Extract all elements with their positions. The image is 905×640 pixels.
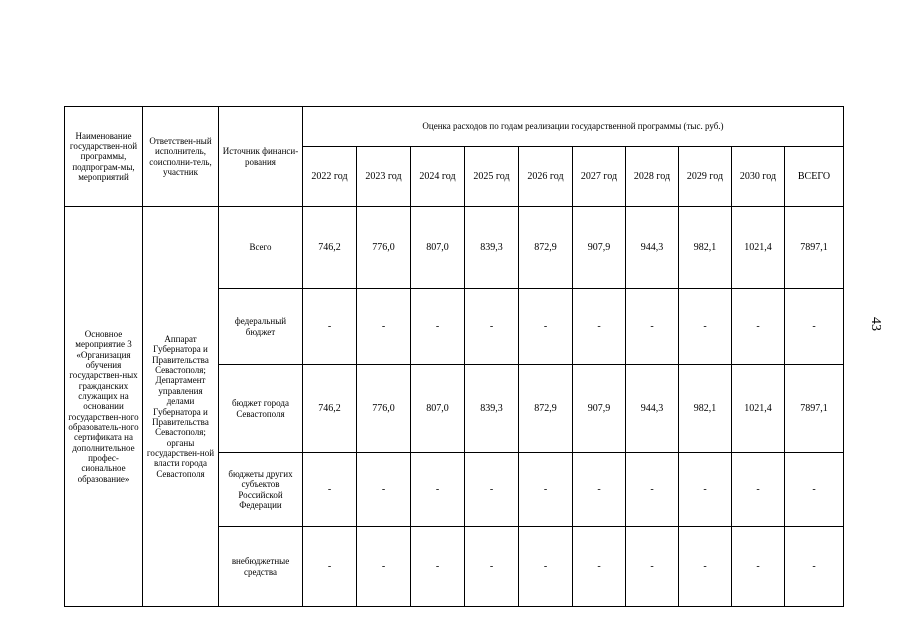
value-cell: -	[411, 527, 465, 607]
value-cell: 944,3	[626, 207, 679, 289]
source-cell: федеральный бюджет	[219, 289, 303, 365]
value-cell: 776,0	[357, 207, 411, 289]
year-2027: 2027 год	[573, 147, 626, 207]
source-cell: внебюджетные средства	[219, 527, 303, 607]
value-cell: -	[519, 453, 573, 527]
value-cell: 907,9	[573, 365, 626, 453]
value-cell: -	[732, 527, 785, 607]
value-cell: 746,2	[303, 207, 357, 289]
year-2024: 2024 год	[411, 147, 465, 207]
value-cell: -	[303, 527, 357, 607]
value-cell: -	[357, 453, 411, 527]
header-responsible: Ответствен-ный исполнитель, соисполни-тель, участник	[143, 107, 219, 207]
year-2030: 2030 год	[732, 147, 785, 207]
value-cell: -	[573, 527, 626, 607]
year-2026: 2026 год	[519, 147, 573, 207]
value-cell: 839,3	[465, 207, 519, 289]
header-source: Источник финанси-рования	[219, 107, 303, 207]
value-cell: -	[626, 289, 679, 365]
value-cell: -	[679, 527, 732, 607]
page-number: 43	[868, 317, 883, 331]
value-cell: -	[465, 453, 519, 527]
value-cell: 944,3	[626, 365, 679, 453]
value-cell: -	[785, 453, 844, 527]
year-2029: 2029 год	[679, 147, 732, 207]
value-cell: -	[303, 289, 357, 365]
source-cell: бюджет города Севастополя	[219, 365, 303, 453]
source-cell: бюджеты других субъектов Российской Федерации	[219, 453, 303, 527]
value-cell: -	[785, 527, 844, 607]
value-cell: -	[303, 453, 357, 527]
value-cell: 807,0	[411, 207, 465, 289]
header-estimate-title: Оценка расходов по годам реализации государственной программы (тыс. руб.)	[303, 107, 844, 147]
value-cell: -	[411, 289, 465, 365]
value-cell: -	[626, 453, 679, 527]
value-cell: -	[732, 453, 785, 527]
source-cell: Всего	[219, 207, 303, 289]
value-cell: -	[519, 289, 573, 365]
activity-responsible: Аппарат Губернатора и Правительства Севастополя; Департамент управления делами Губернатора и Правительства Севастополя; органы государствен-ной власти города Севастополя	[143, 207, 219, 607]
value-cell: 807,0	[411, 365, 465, 453]
value-cell: 839,3	[465, 365, 519, 453]
value-cell: -	[785, 289, 844, 365]
year-2025: 2025 год	[465, 147, 519, 207]
value-cell: 982,1	[679, 365, 732, 453]
year-2028: 2028 год	[626, 147, 679, 207]
budget-table	[64, 106, 844, 607]
value-cell: -	[411, 453, 465, 527]
value-cell: 1021,4	[732, 207, 785, 289]
header-name: Наименование государствен-ной программы, подпрограм-мы, мероприятий	[65, 107, 143, 207]
value-cell: 776,0	[357, 365, 411, 453]
value-cell: -	[357, 289, 411, 365]
value-cell: 982,1	[679, 207, 732, 289]
year-total: ВСЕГО	[785, 147, 844, 207]
value-cell: -	[519, 527, 573, 607]
value-cell: -	[573, 453, 626, 527]
activity-name: Основное мероприятие 3 «Организация обучения государствен-ных гражданских служащих на основании государствен-ного образователь-ного сертификата на дополнительное профес-сиональное образование»	[65, 207, 143, 607]
value-cell: 7897,1	[785, 365, 844, 453]
value-cell: -	[679, 453, 732, 527]
value-cell: -	[626, 527, 679, 607]
value-cell: -	[573, 289, 626, 365]
value-cell: 1021,4	[732, 365, 785, 453]
value-cell: -	[679, 289, 732, 365]
value-cell: -	[465, 289, 519, 365]
value-cell: -	[465, 527, 519, 607]
value-cell: 746,2	[303, 365, 357, 453]
year-2023: 2023 год	[357, 147, 411, 207]
table-row	[65, 207, 844, 289]
value-cell: 872,9	[519, 365, 573, 453]
value-cell: 907,9	[573, 207, 626, 289]
value-cell: 7897,1	[785, 207, 844, 289]
value-cell: 872,9	[519, 207, 573, 289]
value-cell: -	[732, 289, 785, 365]
year-2022: 2022 год	[303, 147, 357, 207]
value-cell: -	[357, 527, 411, 607]
